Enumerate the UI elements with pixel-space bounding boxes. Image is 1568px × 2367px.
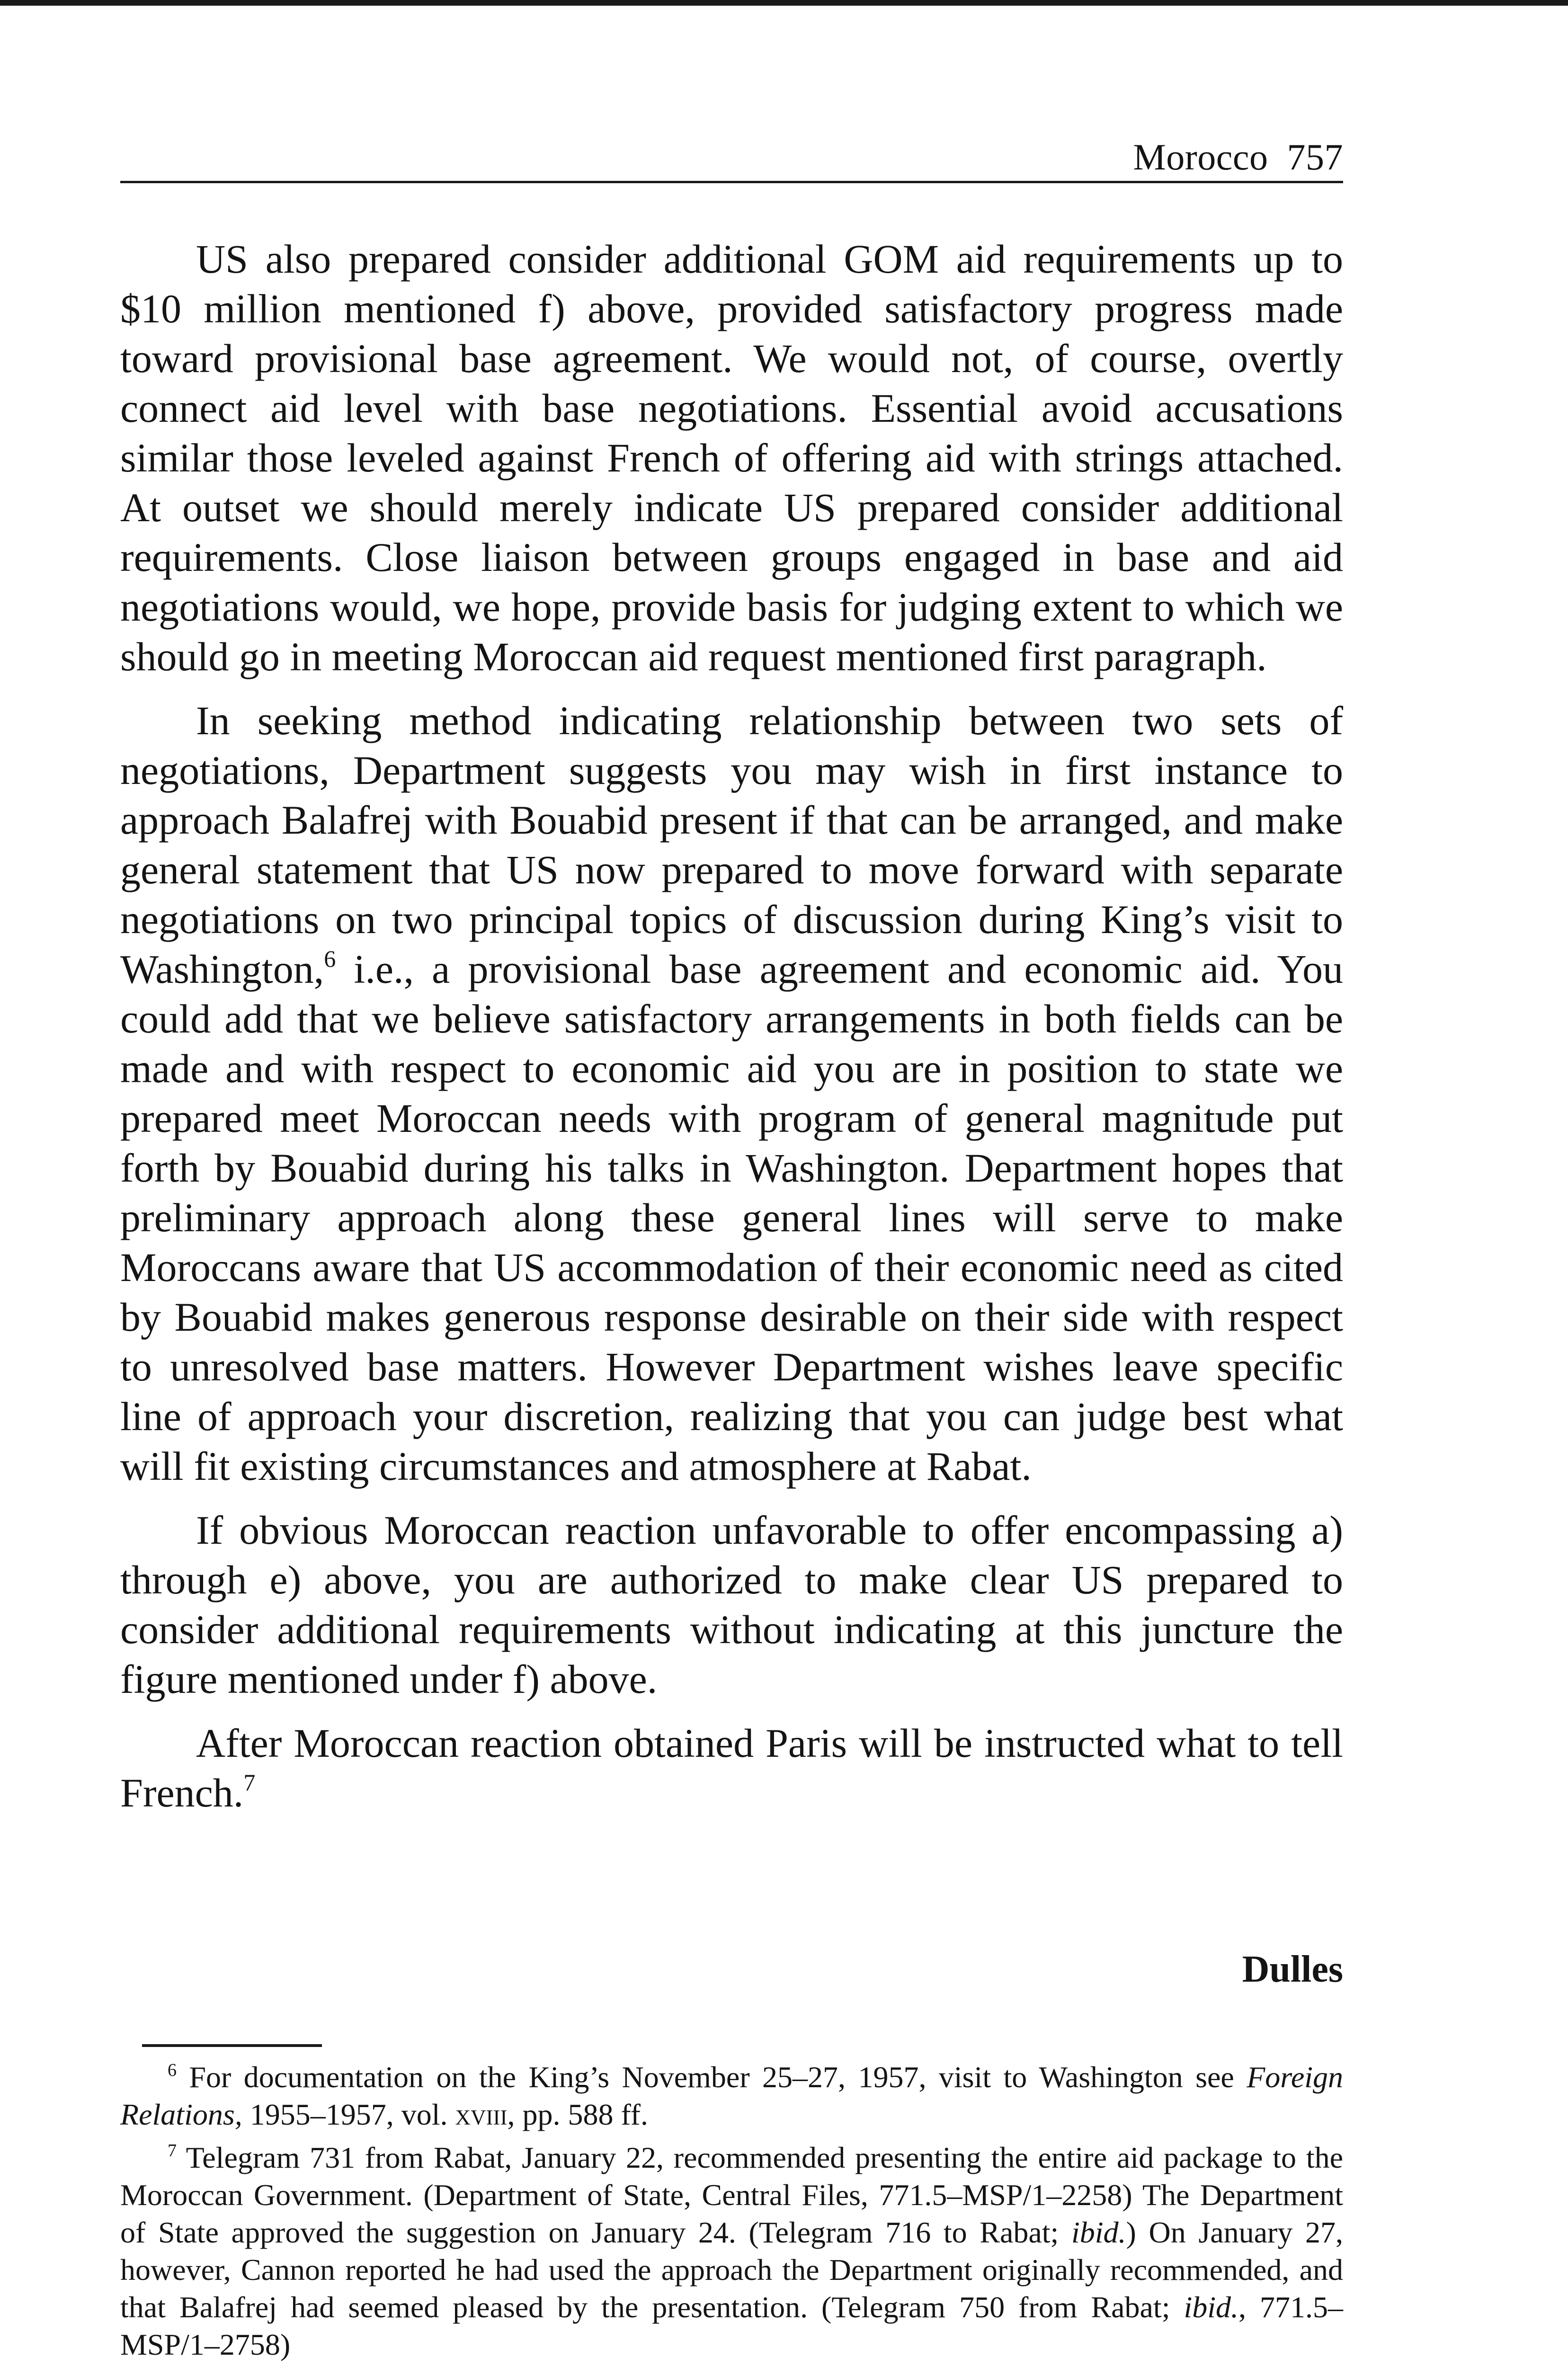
- page-number: 757: [1287, 136, 1343, 178]
- section-title: Morocco: [1133, 136, 1268, 178]
- footnote-6: [120, 2058, 1343, 2133]
- signature: Dulles: [1242, 1949, 1343, 1990]
- footnote-7: [120, 2139, 1343, 2363]
- running-head: [120, 133, 1343, 183]
- paragraph-2-text-b: i.e., a provisional base agreement and economic aid. You could add that we believe satisfactory arrangements in both fields can be made and with respect to economic aid you are in position to state we prepared meet Moroccan needs with program of general magnitude put forth by Bouabid during his talks in Washington. Department hopes that preliminary approach along these general lines will serve to make Moroccans aware that US accommodation of their economic need as cited by Bouabid makes generous response desirable on their side with respect to unresolved base matters. However Department wishes leave specific line of approach your discretion, realizing that you can judge best what will fit existing circumstances and atmosphere at Rabat.: [120, 946, 1343, 1489]
- footnote-7-text-c: , 771.5–MSP/1–2758): [120, 2290, 1344, 2361]
- footnote-6-title: Foreign Relations,: [120, 2060, 1344, 2131]
- paragraph-4-text: After Moroccan reaction obtained Paris will be instructed what to tell French.: [120, 1720, 1343, 1815]
- document-body: [120, 234, 1343, 1832]
- paragraph-2-text-a: In seeking method indicating relationship between two sets of negotiations, Department suggests you may wish in first instance to approach Balafrej with Bouabid present if that can be arranged, and make general statement that US now prepared to move forward with separate negotiations on two principal topics of discussion during King’s visit to Washington,: [120, 698, 1343, 992]
- paragraph-1: US also prepared consider additional GOM aid requirements up to $10 million mentioned f) above, provided satisfactory progress made toward provisional base agreement. We would not, of course, overtly connect aid level with base negotiations. Essential avoid accusations similar those leveled against French of offering aid with strings attached. At outset we should merely indicate US prepared consider additional requirements. Close liaison between groups engaged in base and aid negotiations would, we hope, provide basis for judging extent to which we should go in meeting Moroccan aid request mentioned first paragraph.: [120, 236, 1343, 679]
- footnote-6-text-a: For documentation on the King’s November 25–27, 1957, visit to Washington see: [189, 2060, 1247, 2094]
- footnote-7-text-a: Telegram 731 from Rabat, January 22, recommended presenting the entire aid package to the Moroccan Government. (Department of State, Central Files, 771.5–MSP/1–2258) The Department of State approved the suggestion on January 24. (Telegram 716 to Rabat;: [120, 2141, 1344, 2249]
- page-edge-rule: [0, 0, 1568, 6]
- footnote-marker-6: 6: [168, 2060, 177, 2080]
- footnote-rule: [142, 2044, 322, 2047]
- footnote-6-text-b: 1955–1957, vol.: [242, 2098, 455, 2131]
- footnote-7-text-b: ) On January 27, however, Cannon reported he had used the approach the Department originally recommended, and that Balafrej had seemed pleased by the presentation. (Telegram 750 from Rabat;: [120, 2216, 1344, 2324]
- footnote-7-ibid-a: ibid.: [1071, 2216, 1126, 2249]
- footnotes: [120, 2058, 1343, 2367]
- footnote-marker-7: 7: [168, 2141, 177, 2161]
- paragraph-2: [120, 696, 1343, 1491]
- footnote-ref-6[interactable]: 6: [324, 945, 336, 972]
- footnote-ref-7[interactable]: 7: [243, 1769, 256, 1796]
- footnote-7-ibid-b: ibid.: [1184, 2290, 1239, 2324]
- footnote-6-text-c: , pp. 588 ff.: [507, 2098, 648, 2131]
- paragraph-3: If obvious Moroccan reaction unfavorable to offer encompassing a) through e) above, you are authorized to make clear US prepared to consider additional requirements without indicating at this juncture the figure mentioned under f) above.: [120, 1507, 1343, 1702]
- paragraph-4: [120, 1718, 1343, 1818]
- footnote-6-volume: xviii: [455, 2098, 508, 2131]
